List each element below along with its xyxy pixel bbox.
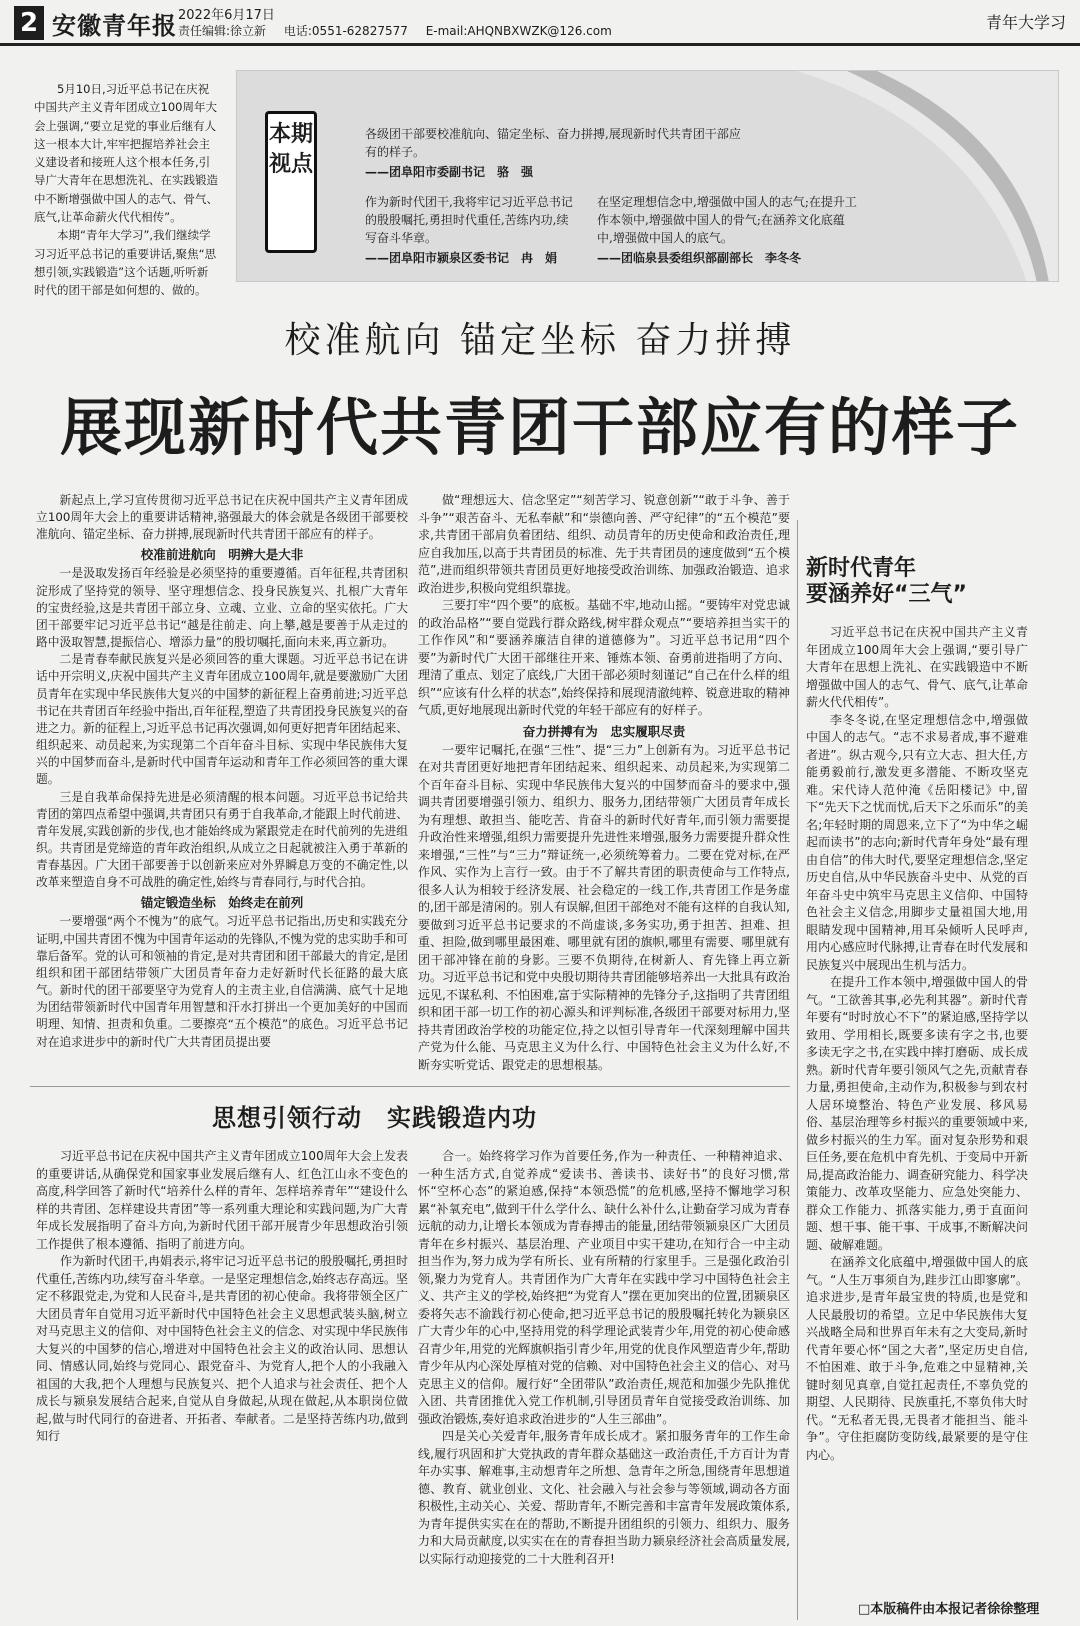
column-divider bbox=[797, 520, 798, 1620]
viewpoint-tag: 本期视点 bbox=[265, 111, 317, 253]
editor-credit: 责任编辑:徐立新 bbox=[178, 24, 267, 38]
quote-block bbox=[365, 193, 575, 266]
article-column bbox=[36, 492, 408, 1051]
section-name: 青年大学习 bbox=[985, 13, 1066, 32]
sidebar-article bbox=[806, 556, 1028, 1464]
quote-signature: ——团阜阳市颍泉区委书记 冉 娟 bbox=[365, 251, 558, 265]
paragraph: 做“理想远大、信念坚定”“刻苦学习、锐意创新”“敢于斗争、善于斗争”“艰苦奋斗、无私奉献”和“崇德向善、严守纪律”的“五个模范”要求,共青团干部肩负着团结、组织、动员青年的历史使命和政治责任,理应自我加压,以高于共青团员的标准、先于共青团员的速度做到“五个模范”,进而组织带领共青团员更好地接受政治训练、加强政治锻造、追求政治进步,积极向党组织靠拢。 bbox=[418, 493, 790, 595]
paragraph: 作为新时代团干,冉娟表示,将牢记习近平总书记的殷殷嘱托,勇担时代重任,苦练内功,续写奋斗华章。一是坚定理想信念,始终志存高远。坚定不移跟党走,为党和人民奋斗,是共青团的初心使命。我将带领全区广大团员青年自觉用习近平新时代中国特色社会主义思想武装头脑,树立对马克思主义的信仰、对中国特色社会主义的信念、对实现中华民族伟大复兴的中国梦的信心,增进对中国特色社会主义的政治认同、思想认同、情感认同,始终与党同心、跟党奋斗、为党育人,把个人的小我融入祖国的大我,把个人理想与民族复兴、把个人追求与社会责任、把个人成长与颍泉发展结合起来,自觉从自身做起,从现在做起,从本职岗位做起,做与时代同行的奋进者、开拓者、奉献者。二是坚持苦练内功,做到知行 bbox=[36, 1254, 409, 1443]
section-heading: 锚定锻造坐标 始终走在前列 bbox=[140, 895, 304, 911]
paragraph: 新起点上,学习宣传贯彻习近平总书记在庆祝中国共产主义青年团成立100周年大会上的重要讲话精神,骆强最大的体会就是各级团干部要校准航向、锚定坐标、奋力拼搏,展现新时代共青团干部应有的样子。 bbox=[36, 493, 408, 542]
page-number: 2 bbox=[14, 6, 44, 40]
email-address: E-mail:AHQNBXWZK@126.com bbox=[425, 24, 612, 38]
paragraph: 三要打牢“四个要”的底板。基础不牢,地动山摇。“要铸牢对党忠诚的政治品格”“要自觉践行群众路线,树牢群众观点”“要培养担当实干的工作作风”和“要涵养廉洁自律的道德修为”。习近平总书记用“四个要”为新时代广大团干部继往开来、锤炼本领、奋勇前进指明了方向、理清了重点、划定了底线,广大团干部必须时刻谨记“自己在什么样的组织”“应该有什么样的状态”,始终保持和展现清澈纯粹、锐意进取的精神气质,更好地展现出新时代党的年轻干部应有的好样子。 bbox=[418, 598, 790, 717]
quote-signature: ——团临泉县委组织部副部长 李冬冬 bbox=[597, 251, 802, 265]
paragraph: 四是关心关爱青年,服务青年成长成才。紧扣服务青年的工作生命线,履行巩固和扩大党执政的青年群众基础这一政治责任,千方百计为青年办实事、解难事,主动想青年之所想、急青年之所急,围绕青年思想道德、教育、就业创业、文化、社会融入与社会参与等领域,调动各方面积极性,主动关心、关爱、帮助青年,不断完善和丰富青年发展政策体系,为青年提供实实在在的帮助,不断提升团组织的引领力、组织力、服务力和大局贡献度,以实实在在的青春担当助力颍泉经济社会高质量发展,以实际行动迎接党的二十大胜利召开! bbox=[418, 1429, 790, 1566]
intro-paragraph: 本期“青年大学习”,我们继续学习习近平总书记的重要讲话,聚焦“思想引领,实践锻造”这个话题,听听新时代的团干部是如何想的、做的。 bbox=[34, 228, 217, 298]
article2-title: 思想引领行动 实践锻造内功 bbox=[212, 1104, 537, 1132]
article-subtitle: 校准航向 锚定坐标 奋力拼搏 bbox=[284, 320, 796, 361]
sidebar-title bbox=[806, 556, 1028, 608]
page-credit: □本版稿件由本报记者徐徐整理 bbox=[858, 1602, 1040, 1617]
newspaper-logo: 安徽青年报 bbox=[52, 11, 177, 40]
page-header bbox=[0, 0, 1080, 46]
paragraph: 习近平总书记在庆祝中国共产主义青年团成立100周年大会上强调,“要引导广大青年在思想上洗礼、在实践锻造中不断增强做中国人的志气、骨气、底气,让革命薪火代代相传”。 bbox=[806, 625, 1028, 709]
quote-text: 在坚定理想信念中,增强做中国人的志气;在提升工作本领中,增强做中国人的骨气;在涵养文化底蕴中,增强做中国人的底气。 bbox=[597, 195, 857, 245]
article-title: 展现新时代共青团干部应有的样子 bbox=[59, 391, 1020, 464]
sidebar-title-line: 新时代青年 bbox=[806, 556, 917, 581]
section-divider bbox=[30, 1086, 790, 1087]
paragraph: 习近平总书记在庆祝中国共产主义青年团成立100周年大会上发表的重要讲话,从确保党和国家事业发展后继有人、红色江山永不变色的高度,科学回答了新时代“培养什么样的青年、怎样培养青年”“建设什么样的共青团、怎样建设共青团”等一系列重大理论和实践问题,为广大青年成长发展指明了奋斗方向,为新时代团干部开展青少年思想政治引领工作提供了根本遵循、指明了前进方向。 bbox=[36, 1149, 408, 1251]
paragraph: 在涵养文化底蕴中,增强做中国人的底气。“人生万事须自为,跬步江山即寥廓”。追求进步,是青年最宝贵的特质,也是党和人民最殷切的希望。立足中华民族伟大复兴战略全局和世界百年未有之大变局,新时代青年要心怀“国之大者”,坚定历史自信,不怕困难、敢于斗争,危难之中显精神,关键时刻见真章,自觉扛起责任,不辜负党的期望、人民期待、民族重托,不辜负伟大时代。“无私者无畏,无畏者才能担当、能斗争”。守住拒腐防变防线,最紧要的是守住内心。 bbox=[806, 1255, 1028, 1462]
article-column bbox=[418, 492, 790, 1074]
paragraph: 在提升工作本领中,增强做中国人的骨气。“工欲善其事,必先利其器”。新时代青年要有“时时放心不下”的紧迫感,坚持学以致用、学用相长,既要多读有字之书,也要多读无字之书,在实践中摔打磨砺、成长成熟。新时代青年要引领风气之先,贡献青春力量,勇担使命,主动作为,积极参与到农村人居环境整治、特色产业发展、移风易俗、基层治理等乡村振兴的重要领域中来,做乡村振兴的生力军。面对复杂形势和艰巨任务,要在危机中育先机、于变局中开新局,提高政治能力、调查研究能力、科学决策能力、改革攻坚能力、应急处突能力、群众工作能力、抓落实能力,勇于直面问题、想干事、能干事、干成事,不断解决问题、破解难题。 bbox=[806, 975, 1028, 1252]
article-column bbox=[36, 1148, 408, 1446]
section-heading: 奋力拼搏有为 忠实履职尽责 bbox=[522, 723, 686, 739]
credit-text: 本版稿件由本报记者徐徐整理 bbox=[870, 1602, 1040, 1617]
paragraph: 二是青春奉献民族复兴是必须回答的重大课题。习近平总书记在讲话中开宗明义,庆祝中国共产主义青年团成立100周年,就是要激励广大团员青年在实现中华民族伟大复兴的中国梦的新征程上奋勇前进;习近平总书记在共青团百年经验中指出,百年征程,塑造了共青团投身民族复兴的奋进之力。新的征程上,习近平总书记再次强调,如何更好把青年团结起来、组织起来、动员起来,为实现第二个百年奋斗目标、实现中华民族伟大复兴的中国梦而奋斗,是新时代中国青年运动和青年工作必须回答的重大课题。 bbox=[36, 652, 408, 787]
quote-text: 各级团干部要校准航向、锚定坐标、奋力拼搏,展现新时代共青团干部应有的样子。 bbox=[365, 127, 741, 159]
quote-signature: ——团阜阳市委副书记 骆 强 bbox=[365, 165, 534, 179]
sidebar-title-line: 要涵养好“三气” bbox=[806, 582, 967, 607]
sidebar-body bbox=[806, 624, 1028, 1464]
phone-number: 电话:0551-62827577 bbox=[283, 24, 408, 38]
header-contact bbox=[178, 22, 626, 39]
quote-text: 作为新时代团干,我将牢记习近平总书记的殷殷嘱托,勇担时代重任,苦练内功,续写奋斗华章。 bbox=[365, 195, 573, 245]
section-heading: 校准前进航向 明辨大是大非 bbox=[140, 547, 304, 563]
issue-date: 2022年6月17日 bbox=[178, 8, 275, 23]
viewpoint-box bbox=[236, 70, 1059, 282]
quote-block bbox=[365, 125, 745, 180]
paragraph: 合一。始终将学习作为首要任务,作为一种责任、一种精神追求、一种生活方式,自觉养成“爱读书、善读书、读好书”的良好习惯,常怀“空杯心态”的紧迫感,保持“本领恐慌”的危机感,坚持不懈地学习积累“补氧充电”,做到干什么学什么、缺什么补什么,让勤奋学习成为青春远航的动力,让增长本领成为青春搏击的能量,团结带领颍泉区广大团员青年在乡村振兴、基层治理、产业项目中实干建功,在知行合一中主动担当作为,努力成为学有所长、业有所精的行家里手。三是强化政治引领,聚力为党育人。共青团作为广大青年在实践中学习中国特色社会主义、共产主义的学校,始终把“为党育人”摆在更加突出的位置,团颍泉区委将矢志不渝践行初心使命,把习近平总书记的殷殷嘱托转化为颍泉区广大青少年的心中,坚持用党的科学理论武装青少年,用党的初心使命感召青少年,用党的光辉旗帜指引青少年,用党的优良作风塑造青少年,帮助青少年从内心深处厚植对党的信赖、对中国特色社会主义的信心、对马克思主义的信仰。履行好“全团带队”政治责任,规范和加强少先队推优入团、共青团推优入党工作机制,引导团员青年自觉接受政治训练、加强政治锻炼,奏好追求政治进步的“人生三部曲”。 bbox=[418, 1149, 791, 1426]
paragraph: 一要牢记嘱托,在强“三性”、提“三力”上创新有为。习近平总书记在对共青团更好地把青年团结起来、组织起来、动员起来,为实现第二个百年奋斗目标、实现中华民族伟大复兴的中国梦而奋斗的要求中,强调共青团要增强引领力、组织力、服务力,团结带领广大团员青年成长为有理想、敢担当、能吃苦、肯奋斗的新时代好青年,而引领力需要提升政治性来增强,组织力需要提升先进性来增强,服务力需要提升群众性来增强,“三性”与“三力”辩证统一,必须统筹着力。二要在党对标,在严作风、实作为上言行一致。由于不了解共青团的职责使命与工作特点,很多人认为相较于经济发展、社会稳定的一线工作,共青团工作是务虚的,团干部是清闲的。别人有误解,但团干部绝对不能有这样的自我认知,要做到习近平总书记要求的不尚虚谈,多务实功,勇于担苦、担难、担重、担险,做到哪里最困难、哪里就有团的旗帜,哪里有需要、哪里就有团干部冲锋在前的身影。三要不负期待,在树新人、育先锋上再立新功。习近平总书记和党中央殷切期待共青团能够培养出一大批具有政治远见,不谋私利、不怕困难,富于实际精神的先锋分子,这指明了共青团组织和团干部一切工作的初心源头和评判标准,各级团干部要对标用力,坚持共青团政治学校的功能定位,持之以恒引导青年一代深刻理解中国共产党为什么能、马克思主义为什么行、中国特色社会主义为什么好,不断夯实听党话、跟党走的思想根基。 bbox=[418, 742, 791, 1072]
paragraph: 李冬冬说,在坚定理想信念中,增强做中国人的志气。“志不求易者成,事不避难者进”。纵古观今,只有立大志、担大任,方能勇毅前行,激发更多潜能、不断攻坚克难。宋代诗人范仲淹《岳阳楼记》中,留下“先天下之忧而忧,后天下之乐而乐”的美名;年轻时期的周恩来,立下了“为中华之崛起而读书”的志向;新时代青年身处“最有理由自信”的伟大时代,要坚定理想信念,坚定历史自信,从中华民族奋斗史中、从党的百年奋斗史中筑牢马克思主义信仰、中国特色社会主义信念,用脚步丈量祖国大地,用眼睛发现中国精神,用耳朵倾听人民呼声,用内心感应时代脉搏,让青春在时代发展和民族复兴中展现出生机与活力。 bbox=[806, 712, 1028, 972]
quote-block bbox=[597, 193, 857, 266]
article-column bbox=[418, 1148, 790, 1568]
intro-text bbox=[34, 80, 219, 300]
intro-paragraph: 5月10日,习近平总书记在庆祝中国共产主义青年团成立100周年大会上强调,“要立足党的事业后继有人这一根本大计,牢牢把握培养社会主义建设者和接班人这个根本任务,引导广大青年在思想洗礼、在实践锻造中不断增强做中国人的志气、骨气、底气,让革命薪火代代相传”。 bbox=[34, 82, 218, 225]
paragraph: 一要增强“两个不愧为”的底气。习近平总书记指出,历史和实践充分证明,中国共青团不愧为中国青年运动的先锋队,不愧为党的忠实助手和可靠后备军。党的认可和领袖的肯定,是对共青团和团干部最大的肯定,是团组织和团干部团结带领广大团员青年奋力走好新时代长征路的最大底气。新时代的团干部要坚守为党育人的主责主业,自信满满、底气十足地为团结带领新时代中国青年用智慧和汗水打拼出一个更加美好的中国而明理、知情、担责和负重。二要擦亮“五个模范”的底色。习近平总书记对在追求进步中的新时代广大共青团员提出要 bbox=[36, 914, 408, 1049]
paragraph: 一是汲取发扬百年经验是必须坚持的重要遵循。百年征程,共青团积淀形成了坚持党的领导、坚守理想信念、投身民族复兴、扎根广大青年的宝贵经验,这是共青团干部立身、立魂、立业、立命的坚实依托。广大团干部要牢记习近平总书记“越是往前走、向上攀,越是要善于从走过的路中汲取智慧,提振信心、增添力量”的殷切嘱托,面向未来,再立新功。 bbox=[36, 566, 408, 650]
paragraph: 三是自我革命保持先进是必须清醒的根本问题。习近平总书记给共青团的第四点希望中强调,共青团只有勇于自我革命,才能跟上时代前进、青年发展,实践创新的步伐,也才能始终成为紧跟党走在时代前列的先进组织。共青团是党缔造的青年政治组织,从成立之日起就被注入勇于革新的青春基因。广大团干部要善于以创新来应对外界瞬息万变的不确定性,以改革来塑造自身不可战胜的确定性,始终与青春同行,与时代合拍。 bbox=[36, 789, 408, 890]
